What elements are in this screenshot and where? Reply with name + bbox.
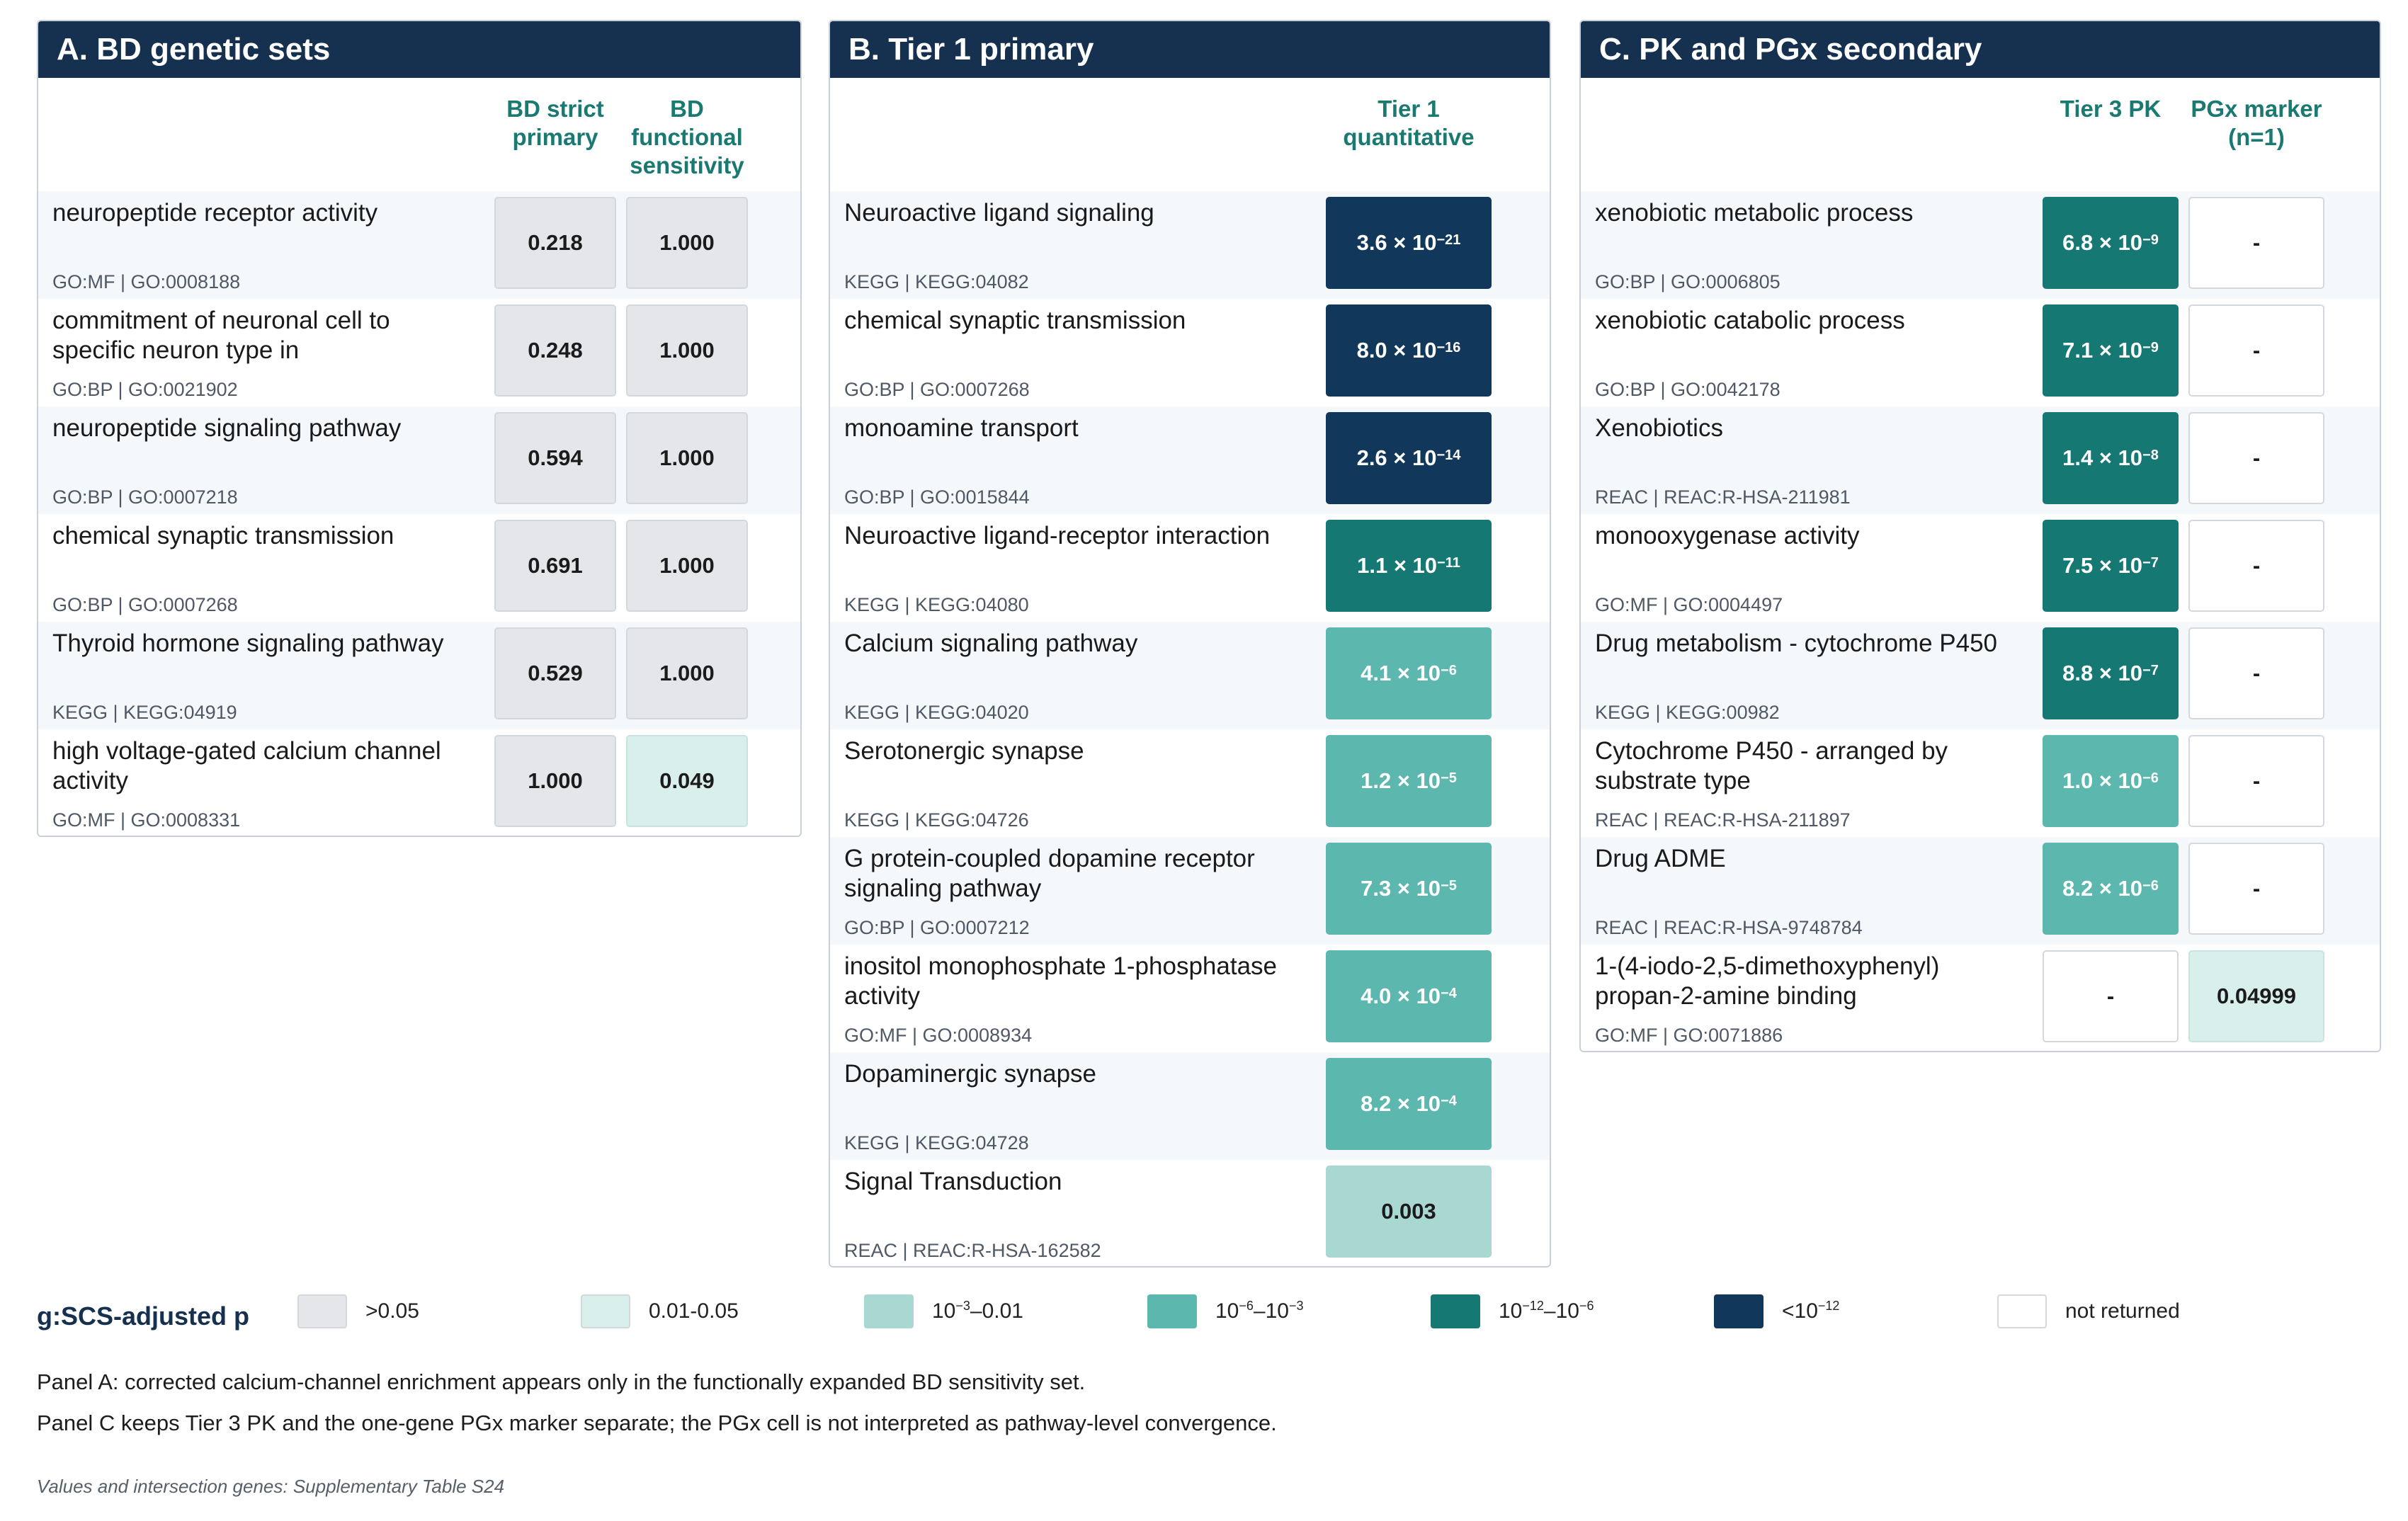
heatmap-cell: 8.2 × 10 $^{-4}$: [1326, 1058, 1492, 1150]
heatmap-cell: 4.0 × 10 $^{-4}$: [1326, 950, 1492, 1042]
panel-b-row: [830, 729, 1550, 837]
heatmap-cell: 7.5 × 10 $^{-7}$: [2043, 520, 2179, 612]
heatmap-cell: 7.1 × 10 $^{-9}$: [2043, 304, 2179, 397]
legend-label: 0.01-0.05: [649, 1299, 739, 1323]
panel-b-row: [830, 837, 1550, 945]
term-source-id: KEGG | KEGG:04728: [844, 1132, 1029, 1153]
heatmap-cell: 3.6 × 10 $^{-21}$: [1326, 197, 1492, 289]
term-source-id: KEGG | KEGG:04726: [844, 809, 1029, 831]
term-source-id: GO:BP | GO:0007268: [52, 594, 238, 615]
term-source-id: GO:BP | GO:0042178: [1595, 379, 1781, 400]
term-label: chemical synaptic transmission: [844, 307, 1186, 334]
term-label: monoamine transport: [844, 414, 1079, 442]
term-label: Cytochrome P450 - arranged by substrate type: [1595, 737, 1948, 794]
legend-swatch: [1714, 1294, 1764, 1328]
heatmap-cell: 1.0 × 10 $^{-6}$: [2043, 735, 2179, 827]
term-label: Neuroactive ligand-receptor interaction: [844, 522, 1271, 549]
term-source-id: KEGG | KEGG:04919: [52, 702, 237, 723]
term-label: neuropeptide receptor activity: [52, 199, 378, 227]
legend-swatch: [1147, 1294, 1197, 1328]
panel-c-row: [1581, 299, 2380, 406]
term-source-id: GO:BP | GO:0007268: [844, 379, 1030, 400]
term-source-id: GO:BP | GO:0006805: [1595, 271, 1781, 292]
term-label: chemical synaptic transmission: [52, 522, 394, 549]
legend-swatch: [297, 1294, 347, 1328]
panel-b-row: [830, 191, 1550, 299]
panel-a-column-header: BD strict primary: [506, 96, 604, 150]
heatmap-cell: 1.1 × 10 $^{-11}$: [1326, 520, 1492, 612]
legend-item: [581, 1294, 739, 1328]
heatmap-cell: -: [2188, 735, 2324, 827]
heatmap-cell: 0.529: [494, 627, 616, 719]
heatmap-cell: 4.1 × 10 $^{-6}$: [1326, 627, 1492, 719]
legend-label: $10^{-3}-0.01$: [932, 1299, 1023, 1323]
term-label: 1-(4-iodo-2,5-dimethoxyphenyl) propan-2-amine binding: [1595, 952, 1940, 1010]
term-label: Signal Transduction: [844, 1168, 1062, 1195]
panel-c-title: C. PK and PGx secondary: [1581, 21, 2380, 78]
panel-b-column-header: Tier 1 quantitative: [1343, 96, 1475, 150]
panel-b-row: [830, 514, 1550, 622]
term-label: Drug ADME: [1595, 845, 1726, 872]
panel-c-row: [1581, 837, 2380, 945]
panel-b-row: [830, 406, 1550, 514]
note-panel-a: Panel A: corrected calcium-channel enrichment appears only in the functionally expanded BD sensitivity set.: [37, 1369, 1086, 1394]
heatmap-cell: 8.0 × 10 $^{-16}$: [1326, 304, 1492, 397]
panel-a-row: [38, 299, 800, 406]
term-source-id: KEGG | KEGG:00982: [1595, 702, 1780, 723]
heatmap-cell: -: [2188, 197, 2324, 289]
panel-a-row: [38, 729, 800, 837]
term-label: high voltage-gated calcium channel activity: [52, 737, 441, 794]
heatmap-cell: -: [2043, 950, 2179, 1042]
heatmap-cell: 7.3 × 10 $^{-5}$: [1326, 843, 1492, 935]
legend-title: g:SCS-adjusted p: [37, 1301, 250, 1331]
panel-b-row: [830, 1052, 1550, 1160]
heatmap-cell: 1.4 × 10 $^{-8}$: [2043, 412, 2179, 504]
term-label: monooxygenase activity: [1595, 522, 1860, 549]
term-source-id: KEGG | KEGG:04082: [844, 271, 1029, 292]
term-label: neuropeptide signaling pathway: [52, 414, 402, 442]
panel-c: [1579, 20, 2381, 1052]
heatmap-cell: 8.2 × 10 $^{-6}$: [2043, 843, 2179, 935]
panel-c-row: [1581, 406, 2380, 514]
heatmap-cell: 1.2 × 10 $^{-5}$: [1326, 735, 1492, 827]
heatmap-cell: 0.218: [494, 197, 616, 289]
term-source-id: REAC | REAC:R-HSA-162582: [844, 1240, 1101, 1261]
heatmap-cell: -: [2188, 304, 2324, 397]
heatmap-cell: 0.691: [494, 520, 616, 612]
legend-swatch: [1431, 1294, 1480, 1328]
heatmap-cell: -: [2188, 520, 2324, 612]
term-source-id: GO:MF | GO:0004497: [1595, 594, 1783, 615]
heatmap-cell: 0.04999: [2188, 950, 2324, 1042]
panel-c-column-header: Tier 3 PK: [2060, 96, 2162, 122]
term-label: Drug metabolism - cytochrome P450: [1595, 630, 1997, 657]
panel-a-title: A. BD genetic sets: [38, 21, 800, 78]
panel-c-row: [1581, 514, 2380, 622]
panel-c-row: [1581, 191, 2380, 299]
heatmap-cell: 1.000: [626, 197, 748, 289]
term-source-id: REAC | REAC:R-HSA-211981: [1595, 486, 1851, 508]
term-label: commitment of neuronal cell to specific neuron type in: [52, 307, 390, 364]
heatmap-cell: -: [2188, 412, 2324, 504]
legend-label: $10^{-6}-10^{-3}$: [1215, 1299, 1304, 1323]
term-label: inositol monophosphate 1-phosphatase activity: [844, 952, 1277, 1010]
legend-label: $10^{-12}-10^{-6}$: [1499, 1299, 1594, 1323]
term-source-id: GO:MF | GO:0008331: [52, 809, 241, 831]
legend-label: $<10^{-12}$: [1782, 1299, 1840, 1323]
heatmap-cell: 1.000: [626, 412, 748, 504]
panel-c-row: [1581, 622, 2380, 729]
legend-label: >0.05: [365, 1299, 419, 1323]
panel-b-title: B. Tier 1 primary: [830, 21, 1550, 78]
term-source-id: KEGG | KEGG:04020: [844, 702, 1029, 723]
footer-source: Values and intersection genes: Supplementary Table S24: [37, 1476, 505, 1497]
panel-b-row: [830, 945, 1550, 1052]
panel-a-row: [38, 622, 800, 729]
panel-c-row: [1581, 945, 2380, 1052]
term-source-id: KEGG | KEGG:04080: [844, 594, 1029, 615]
panel-a-column-header: BD functional sensitivity: [630, 96, 744, 178]
term-source-id: REAC | REAC:R-HSA-9748784: [1595, 917, 1863, 938]
panel-b-row: [830, 1160, 1550, 1268]
panel-b-row: [830, 622, 1550, 729]
term-label: G protein-coupled dopamine receptor signaling pathway: [844, 845, 1255, 902]
legend-item: [864, 1294, 1023, 1328]
heatmap-cell: 1.000: [626, 304, 748, 397]
legend-item: [1147, 1294, 1304, 1328]
legend-swatch: [1997, 1294, 2047, 1328]
legend-item: [297, 1294, 419, 1328]
heatmap-cell: 1.000: [626, 520, 748, 612]
term-source-id: GO:MF | GO:0008188: [52, 271, 241, 292]
panel-c-row: [1581, 729, 2380, 837]
term-label: xenobiotic catabolic process: [1595, 307, 1905, 334]
panel-a-row: [38, 406, 800, 514]
panel-a: [37, 20, 802, 837]
legend-swatch: [864, 1294, 914, 1328]
heatmap-cell: 0.594: [494, 412, 616, 504]
heatmap-cell: -: [2188, 627, 2324, 719]
panel-b: [829, 20, 1551, 1268]
term-source-id: GO:MF | GO:0008934: [844, 1025, 1033, 1046]
term-source-id: GO:MF | GO:0071886: [1595, 1025, 1783, 1046]
legend-item: [1997, 1294, 2180, 1328]
panel-b-row: [830, 299, 1550, 406]
term-source-id: GO:BP | GO:0007212: [844, 917, 1030, 938]
heatmap-cell: 0.003: [1326, 1166, 1492, 1258]
note-panel-c: Panel C keeps Tier 3 PK and the one-gene PGx marker separate; the PGx cell is not interpreted as pathway-level convergence.: [37, 1411, 1277, 1435]
panel-a-row: [38, 191, 800, 299]
heatmap-cell: 0.049: [626, 735, 748, 827]
heatmap-cell: 2.6 × 10 $^{-14}$: [1326, 412, 1492, 504]
heatmap-cell: 1.000: [494, 735, 616, 827]
term-label: xenobiotic metabolic process: [1595, 199, 1914, 227]
term-source-id: GO:BP | GO:0007218: [52, 486, 238, 508]
term-label: Dopaminergic synapse: [844, 1060, 1097, 1088]
term-label: Xenobiotics: [1595, 414, 1723, 442]
term-label: Thyroid hormone signaling pathway: [52, 630, 444, 657]
heatmap-cell: 1.000: [626, 627, 748, 719]
term-source-id: GO:BP | GO:0015844: [844, 486, 1030, 508]
term-label: Calcium signaling pathway: [844, 630, 1138, 657]
heatmap-cell: -: [2188, 843, 2324, 935]
panel-a-row: [38, 514, 800, 622]
term-label: Serotonergic synapse: [844, 737, 1084, 765]
legend-label: not returned: [2065, 1299, 2180, 1323]
heatmap-cell: 8.8 × 10 $^{-7}$: [2043, 627, 2179, 719]
term-source-id: REAC | REAC:R-HSA-211897: [1595, 809, 1851, 831]
term-source-id: GO:BP | GO:0021902: [52, 379, 238, 400]
heatmap-cell: 0.248: [494, 304, 616, 397]
panel-c-column-header: PGx marker (n=1): [2191, 96, 2322, 150]
legend-item: [1431, 1294, 1594, 1328]
legend-item: [1714, 1294, 1839, 1328]
term-label: Neuroactive ligand signaling: [844, 199, 1154, 227]
heatmap-cell: 6.8 × 10 $^{-9}$: [2043, 197, 2179, 289]
legend-swatch: [581, 1294, 630, 1328]
